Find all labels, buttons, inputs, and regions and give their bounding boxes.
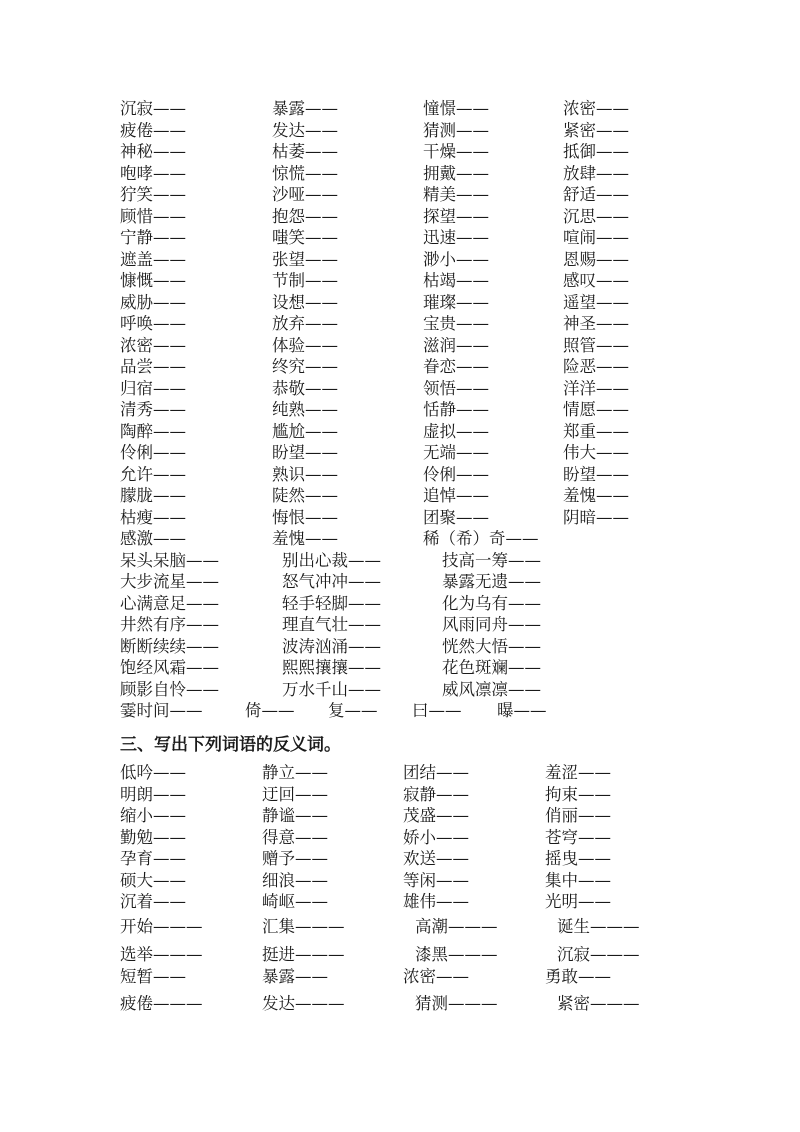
section-heading: 三、写出下列词语的反义词。	[120, 735, 341, 755]
synonym-row	[0, 507, 800, 529]
antonym-word: 高潮———	[415, 917, 498, 936]
synonym-row	[0, 378, 800, 400]
antonym-word: 低吟——	[120, 763, 186, 782]
synonym-word: 陶醉——	[120, 421, 186, 441]
antonym-word: 选举———	[120, 945, 203, 964]
synonym-word: 盼望——	[563, 464, 629, 484]
synonym-word: 神圣——	[563, 314, 629, 333]
idiom-row	[0, 550, 800, 572]
idiom-word: 心满意足——	[120, 593, 219, 613]
idiom-word: 恍然大悟——	[442, 636, 541, 656]
antonym-word: 俏丽——	[545, 806, 611, 825]
synonym-word: 阴暗——	[563, 507, 629, 527]
antonym-word: 勤勉——	[120, 827, 186, 847]
idiom-word: 威风凛凛——	[442, 679, 541, 699]
synonym-word: 照管——	[563, 335, 629, 355]
synonym-row	[0, 184, 800, 206]
synonym-word: 滋润——	[423, 335, 489, 355]
synonym-word: 干燥——	[423, 142, 489, 161]
synonym-word: 疲倦——	[120, 120, 186, 140]
synonym-word: 感激——	[120, 529, 186, 548]
antonym-row	[0, 891, 800, 913]
antonym-word: 茂盛——	[403, 806, 469, 825]
synonym-word: 追悼——	[423, 486, 489, 505]
synonym-word: 呼唤——	[120, 314, 186, 333]
synonym-word: 悔恨——	[272, 507, 338, 527]
antonym-word: 拘束——	[545, 784, 611, 804]
synonym-word: 放弃——	[272, 314, 338, 333]
antonym-row	[0, 805, 800, 827]
synonym-word: 熟识——	[272, 464, 338, 484]
idiom-word: 理直气壮——	[282, 615, 381, 634]
synonym-word: 发达——	[272, 120, 338, 140]
synonym-word: 慷慨——	[120, 271, 186, 290]
antonym-row	[0, 870, 800, 892]
antonym-word: 迂回——	[262, 784, 328, 804]
synonym-word: 尴尬——	[272, 421, 338, 441]
antonym-word: 挺进———	[262, 945, 345, 964]
synonym-word: 暴露——	[272, 99, 338, 118]
synonym-word: 精美——	[423, 185, 489, 204]
synonym-word: 情愿——	[563, 400, 629, 419]
antonym-row	[0, 966, 800, 988]
antonym-word: 羞涩——	[545, 763, 611, 782]
idiom-word: 风雨同舟——	[442, 615, 541, 634]
idiom-row	[0, 636, 800, 658]
antonym-row	[0, 827, 800, 849]
synonym-word: 枯萎——	[272, 142, 338, 161]
char-row	[0, 700, 800, 722]
synonym-word: 神秘——	[120, 142, 186, 161]
antonym-row	[0, 993, 800, 1015]
synonym-word: 沙哑——	[272, 185, 338, 204]
synonym-word: 纯熟——	[272, 400, 338, 419]
synonym-word: 憧憬——	[423, 99, 489, 118]
synonym-row	[0, 399, 800, 421]
synonym-word: 嗤笑——	[272, 228, 338, 247]
synonym-word: 洋洋——	[563, 378, 629, 398]
synonym-word: 设想——	[272, 292, 338, 312]
synonym-word: 郑重——	[563, 421, 629, 441]
char-word: 曝——	[497, 701, 547, 720]
idiom-word: 技高一筹——	[442, 550, 541, 570]
antonym-word: 猜测———	[415, 994, 498, 1013]
idiom-word: 饱经风霜——	[120, 658, 219, 677]
synonym-row	[0, 206, 800, 228]
synonym-row	[0, 464, 800, 486]
idiom-word: 呆头呆脑——	[120, 550, 219, 570]
synonym-word: 顾惜——	[120, 206, 186, 226]
synonym-row	[0, 163, 800, 185]
synonym-row	[0, 442, 800, 464]
synonym-word: 允许——	[120, 464, 186, 484]
char-word: 复——	[328, 701, 378, 720]
synonym-word: 朦胧——	[120, 486, 186, 505]
antonym-word: 发达———	[262, 994, 345, 1013]
antonym-word: 短暂——	[120, 967, 186, 986]
synonym-word: 遥望——	[563, 292, 629, 312]
idiom-row	[0, 679, 800, 701]
antonym-word: 雄伟——	[403, 892, 469, 911]
synonym-row	[0, 141, 800, 163]
synonym-row	[0, 313, 800, 335]
idiom-row	[0, 593, 800, 615]
antonym-row	[0, 762, 800, 784]
synonym-word: 无端——	[423, 443, 489, 462]
antonym-word: 集中——	[545, 870, 611, 890]
synonym-word: 迅速——	[423, 228, 489, 247]
antonym-word: 赠予——	[262, 849, 328, 868]
synonym-word: 稀（希）奇——	[423, 529, 539, 548]
antonym-word: 等闲——	[403, 870, 469, 890]
synonym-row	[0, 421, 800, 443]
synonym-word: 感叹——	[563, 271, 629, 290]
idiom-word: 井然有序——	[120, 615, 219, 634]
idiom-word: 熙熙攘攘——	[282, 658, 381, 677]
synonym-word: 清秀——	[120, 400, 186, 419]
synonym-row	[0, 335, 800, 357]
synonym-word: 体验——	[272, 335, 338, 355]
synonym-word: 宝贵——	[423, 314, 489, 333]
antonym-row	[0, 784, 800, 806]
char-word: 倚——	[245, 701, 295, 720]
synonym-word: 沉思——	[563, 206, 629, 226]
synonym-word: 宁静——	[120, 228, 186, 247]
antonym-row	[0, 916, 800, 938]
synonym-word: 羞愧——	[563, 486, 629, 505]
idiom-word: 暴露无遗——	[442, 572, 541, 591]
antonym-word: 暴露——	[262, 967, 328, 986]
antonym-word: 娇小——	[403, 827, 469, 847]
antonym-word: 浓密——	[403, 967, 469, 986]
idiom-word: 花色斑斓——	[442, 658, 541, 677]
antonym-word: 孕育——	[120, 849, 186, 868]
antonym-row	[0, 848, 800, 870]
antonym-word: 缩小——	[120, 806, 186, 825]
synonym-word: 探望——	[423, 206, 489, 226]
antonym-word: 崎岖——	[262, 892, 328, 911]
char-word: 霎时间——	[120, 701, 203, 720]
idiom-word: 轻手轻脚——	[282, 593, 381, 613]
synonym-word: 恩赐——	[563, 249, 629, 269]
synonym-word: 领悟——	[423, 378, 489, 398]
antonym-word: 苍穹——	[545, 827, 611, 847]
synonym-word: 盼望——	[272, 443, 338, 462]
idiom-word: 别出心裁——	[282, 550, 381, 570]
antonym-word: 摇曳——	[545, 849, 611, 868]
synonym-word: 张望——	[272, 249, 338, 269]
antonym-word: 沉寂———	[557, 945, 640, 964]
synonym-word: 舒适——	[563, 185, 629, 204]
antonym-word: 疲倦———	[120, 994, 203, 1013]
synonym-word: 羞愧——	[272, 529, 338, 548]
synonym-word: 狞笑——	[120, 185, 186, 204]
synonym-word: 枯竭——	[423, 271, 489, 290]
idiom-word: 万水千山——	[282, 679, 381, 699]
antonym-word: 汇集———	[262, 917, 345, 936]
antonym-word: 光明——	[545, 892, 611, 911]
idiom-word: 怒气冲冲——	[282, 572, 381, 591]
synonym-word: 枯瘦——	[120, 507, 186, 527]
antonym-word: 硕大——	[120, 870, 186, 890]
synonym-word: 伟大——	[563, 443, 629, 462]
synonym-word: 伶俐——	[423, 464, 489, 484]
antonym-word: 开始———	[120, 917, 203, 936]
idiom-row	[0, 571, 800, 593]
synonym-word: 猜测——	[423, 120, 489, 140]
char-word: 曰——	[412, 701, 462, 720]
antonym-word: 勇敢——	[545, 967, 611, 986]
antonym-word: 寂静——	[403, 784, 469, 804]
antonym-word: 静谧——	[262, 806, 328, 825]
synonym-row	[0, 227, 800, 249]
antonym-word: 细浪——	[262, 870, 328, 890]
idiom-word: 波涛汹涌——	[282, 636, 381, 656]
synonym-word: 陡然——	[272, 486, 338, 505]
idiom-word: 断断续续——	[120, 636, 219, 656]
idiom-word: 顾影自怜——	[120, 679, 219, 699]
antonym-row	[0, 944, 800, 966]
idiom-row	[0, 614, 800, 636]
synonym-word: 沉寂——	[120, 99, 186, 118]
synonym-row	[0, 98, 800, 120]
synonym-row	[0, 528, 800, 550]
antonym-word: 漆黑———	[415, 945, 498, 964]
synonym-word: 威胁——	[120, 292, 186, 312]
synonym-word: 拥戴——	[423, 163, 489, 183]
synonym-word: 归宿——	[120, 378, 186, 398]
synonym-word: 恭敬——	[272, 378, 338, 398]
synonym-word: 恬静——	[423, 400, 489, 419]
synonym-word: 浓密——	[563, 99, 629, 118]
synonym-row	[0, 249, 800, 271]
synonym-word: 虚拟——	[423, 421, 489, 441]
antonym-word: 得意——	[262, 827, 328, 847]
synonym-word: 遮盖——	[120, 249, 186, 269]
antonym-word: 欢送——	[403, 849, 469, 868]
synonym-word: 抱怨——	[272, 206, 338, 226]
synonym-word: 终究——	[272, 357, 338, 376]
synonym-word: 节制——	[272, 271, 338, 290]
synonym-word: 璀璨——	[423, 292, 489, 312]
synonym-word: 紧密——	[563, 120, 629, 140]
synonym-word: 浓密——	[120, 335, 186, 355]
synonym-word: 伶俐——	[120, 443, 186, 462]
synonym-row	[0, 120, 800, 142]
synonym-word: 惊慌——	[272, 163, 338, 183]
synonym-row	[0, 270, 800, 292]
idiom-word: 大步流星——	[120, 572, 219, 591]
synonym-word: 团聚——	[423, 507, 489, 527]
antonym-word: 团结——	[403, 763, 469, 782]
synonym-word: 品尝——	[120, 357, 186, 376]
synonym-word: 险恶——	[563, 357, 629, 376]
antonym-word: 诞生———	[557, 917, 640, 936]
synonym-row	[0, 292, 800, 314]
synonym-row	[0, 485, 800, 507]
antonym-word: 沉着——	[120, 892, 186, 911]
antonym-word: 静立——	[262, 763, 328, 782]
synonym-word: 抵御——	[563, 142, 629, 161]
synonym-word: 放肆——	[563, 163, 629, 183]
synonym-word: 咆哮——	[120, 163, 186, 183]
antonym-word: 紧密———	[557, 994, 640, 1013]
synonym-row	[0, 356, 800, 378]
synonym-word: 喧闹——	[563, 228, 629, 247]
synonym-word: 渺小——	[423, 249, 489, 269]
idiom-word: 化为乌有——	[442, 593, 541, 613]
idiom-row	[0, 657, 800, 679]
synonym-word: 眷恋——	[423, 357, 489, 376]
antonym-word: 明朗——	[120, 784, 186, 804]
